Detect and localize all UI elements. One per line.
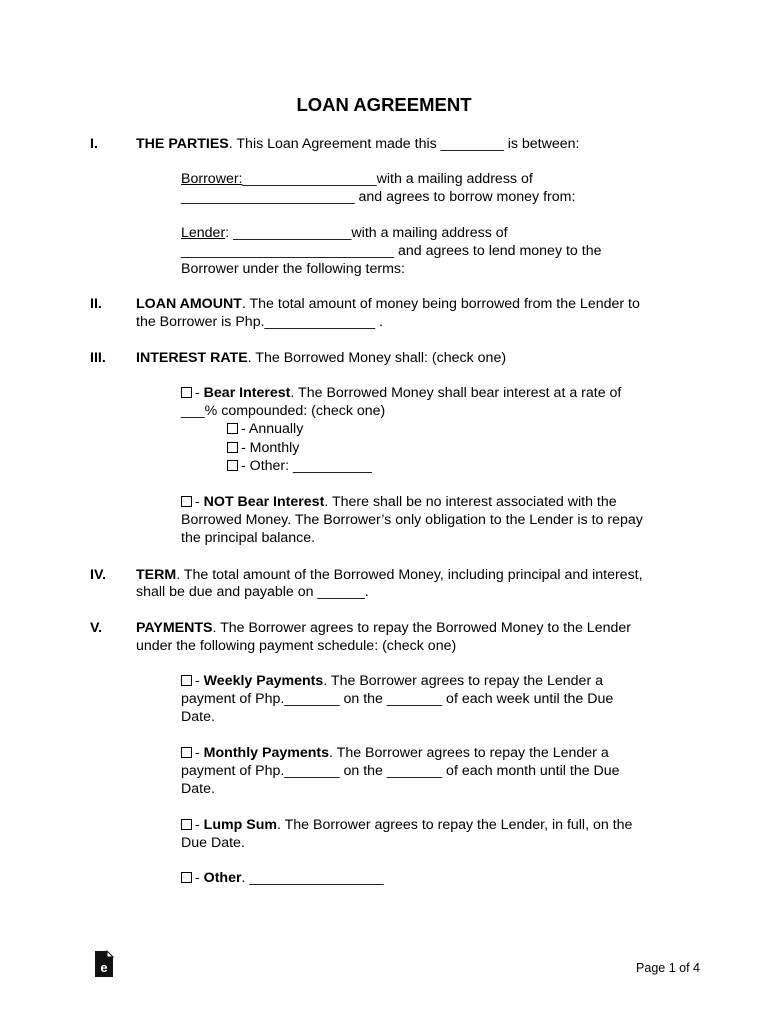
interest-rate-intro-text: . The Borrowed Money shall: (check one) — [247, 350, 507, 366]
svg-text:e: e — [100, 960, 108, 975]
borrower-label: Borrower: — [181, 171, 243, 187]
weekly-payments-checkbox[interactable] — [181, 675, 192, 686]
lender-label: Lender — [181, 225, 226, 241]
loan-amount-line-2: the Borrower is Php.______________ . — [136, 314, 383, 330]
not-bear-interest-line-2: Borrowed Money. The Borrower’s only obligation to the Lender is to repay — [181, 512, 643, 528]
monthly-label: - Monthly — [241, 440, 300, 456]
page-number: Page 1 of 4 — [636, 961, 700, 975]
weekly-payments-line-3: Date. — [181, 709, 215, 725]
weekly-payments-label: Weekly Payments — [203, 673, 324, 689]
annually-label: - Annually — [241, 421, 304, 437]
payments-heading: PAYMENTS — [136, 620, 213, 636]
not-bear-interest-line-3: the principal balance. — [181, 530, 316, 546]
weekly-payments-line-2: payment of Php._______ on the _______ of each week until the Due — [181, 691, 614, 707]
payments-line-1-text: . The Borrower agrees to repay the Borrowed Money to the Lender — [212, 620, 631, 636]
monthly-checkbox[interactable] — [227, 442, 238, 453]
option-other — [227, 457, 627, 475]
lender-line-2: ___________________________ and agrees to lend money to the — [181, 243, 602, 259]
monthly-payments-checkbox[interactable] — [181, 747, 192, 758]
section-number-interest-rate: III. — [90, 350, 106, 366]
not-bear-interest-line-1: - NOT Bear Interest. There shall be no interest associated with the — [181, 493, 691, 511]
term-line-2: shall be due and payable on ______. — [136, 584, 369, 600]
parties-intro — [136, 135, 696, 153]
monthly-payments-line-1-text: . The Borrower agrees to repay the Lender a — [329, 745, 609, 761]
bear-interest-line-1-text: . The Borrowed Money shall bear interest at a rate of — [290, 385, 622, 401]
not-bear-interest-label: NOT Bear Interest — [203, 494, 325, 510]
option-monthly — [227, 439, 627, 457]
parties-intro-text: . This Loan Agreement made this ________ is between: — [228, 136, 580, 152]
other-payment-label: Other — [203, 870, 242, 886]
monthly-payments-line-1: - Monthly Payments. The Borrower agrees to repay the Lender a — [181, 744, 691, 762]
not-bear-interest-line-1-text: . There shall be no interest associated with the — [324, 494, 617, 510]
lender-line-1-text: : _______________with a mailing address of — [225, 225, 508, 241]
lump-sum-line-1: - Lump Sum. The Borrower agrees to repay the Lender, in full, on the — [181, 816, 691, 834]
weekly-payments-line-1: - Weekly Payments. The Borrower agrees to repay the Lender a — [181, 672, 691, 690]
bear-interest-line-2: ___% compounded: (check one) — [181, 403, 386, 419]
option-annually — [227, 420, 627, 438]
payments-line-2: under the following payment schedule: (check one) — [136, 638, 457, 654]
lender-line-1 — [181, 224, 691, 242]
monthly-payments-line-3: Date. — [181, 781, 215, 797]
lump-sum-label: Lump Sum — [203, 817, 277, 833]
monthly-payments-line-2: payment of Php._______ on the _______ of each month until the Due — [181, 763, 620, 779]
borrower-line-2: ______________________ and agrees to borrow money from: — [181, 189, 576, 205]
term-line-1-text: . The total amount of the Borrowed Money, including principal and interest, — [176, 567, 643, 583]
loan-amount-line-1 — [136, 295, 696, 313]
bear-interest-line-1: - Bear Interest. The Borrowed Money shall bear interest at a rate of — [181, 384, 691, 402]
section-number-loan-amount: II. — [90, 296, 102, 312]
term-line-1 — [136, 566, 696, 584]
weekly-payments-line-1-text: . The Borrower agrees to repay the Lender a — [323, 673, 604, 689]
term-heading: TERM — [136, 567, 177, 583]
borrower-line-1-text: _________________with a mailing address of — [242, 171, 533, 187]
lender-line-3: Borrower under the following terms: — [181, 261, 405, 277]
interest-rate-heading: INTEREST RATE — [136, 350, 248, 366]
other-payment-line: - Other. _________________ — [181, 869, 691, 887]
bear-interest-label: Bear Interest — [203, 385, 291, 401]
interest-rate-intro — [136, 349, 696, 367]
section-number-term: IV. — [90, 567, 107, 583]
parties-heading: THE PARTIES — [136, 136, 229, 152]
document-title: LOAN AGREEMENT — [296, 94, 472, 115]
section-number-payments: V. — [90, 620, 103, 636]
annually-checkbox[interactable] — [227, 423, 238, 434]
other-rate-checkbox[interactable] — [227, 460, 238, 471]
not-bear-interest-checkbox[interactable] — [181, 496, 192, 507]
loan-amount-heading: LOAN AMOUNT — [136, 296, 242, 312]
lump-sum-line-1-text: . The Borrower agrees to repay the Lender, in full, on the — [276, 817, 633, 833]
payments-line-1 — [136, 619, 696, 637]
other-rate-label: - Other: __________ — [241, 458, 372, 474]
other-payment-checkbox[interactable] — [181, 872, 192, 883]
loan-amount-line-1-text: . The total amount of money being borrowed from the Lender to — [241, 296, 640, 312]
other-payment-line-text: . _________________ — [241, 870, 384, 886]
lump-sum-checkbox[interactable] — [181, 819, 192, 830]
lump-sum-line-2: Due Date. — [181, 835, 245, 851]
monthly-payments-label: Monthly Payments — [203, 745, 330, 761]
section-number-parties: I. — [90, 136, 98, 152]
eforms-logo-icon — [94, 950, 114, 978]
bear-interest-checkbox[interactable] — [181, 387, 192, 398]
borrower-line-1 — [181, 170, 691, 188]
